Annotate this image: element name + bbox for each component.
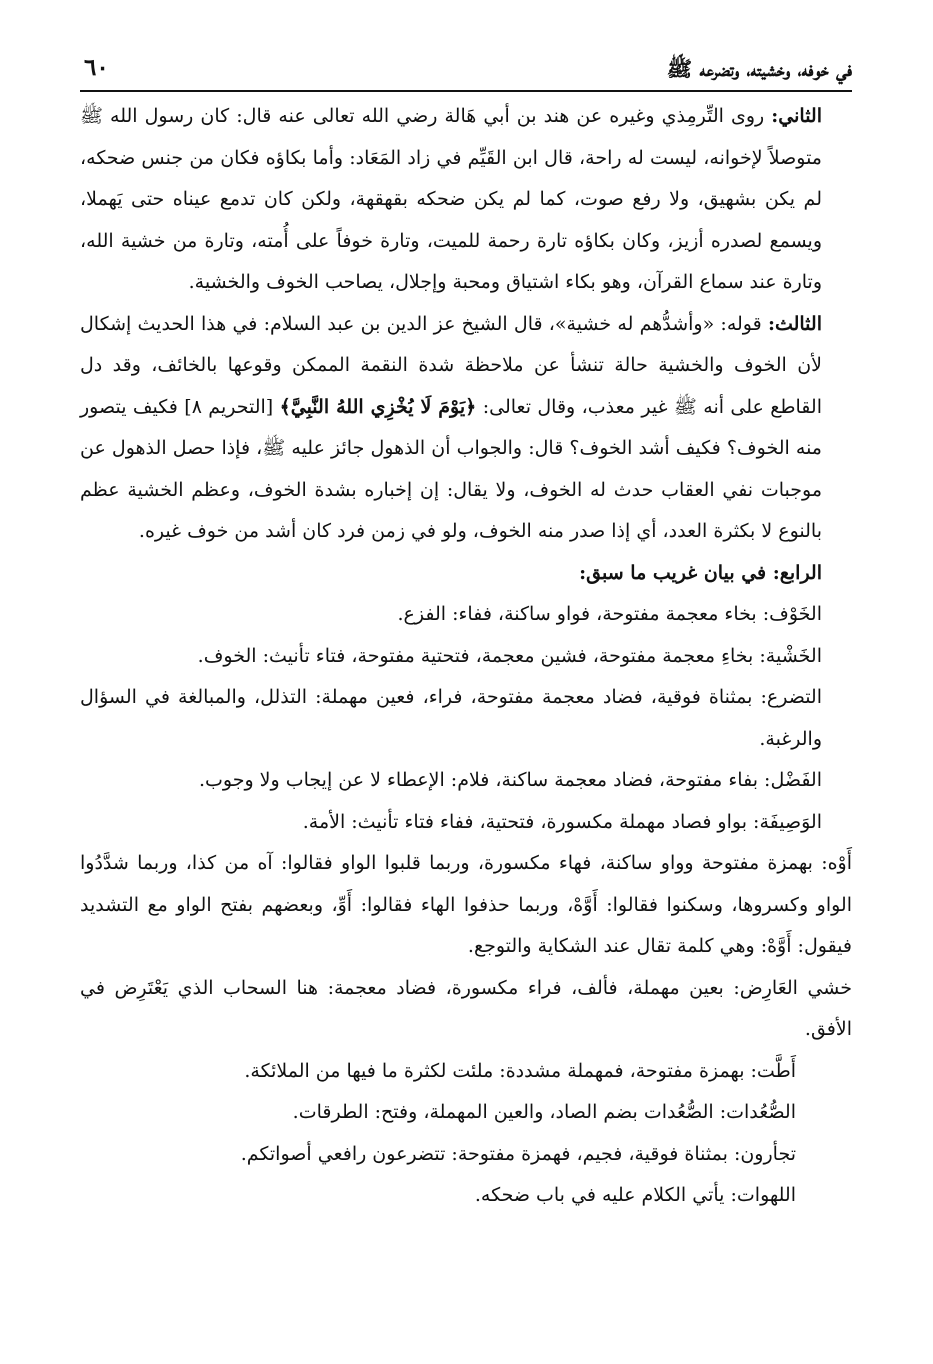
page-body <box>80 96 852 1217</box>
glossary-term: الخَشْية: <box>759 644 822 667</box>
paragraph-second <box>80 96 852 304</box>
glossary-definition: بخاءِ معجمة مفتوحة، فشين معجمة، فتحتية مفتوحة، فتاء تأنيث: الخوف. <box>197 644 760 667</box>
glossary-entry <box>80 636 852 678</box>
glossary-term: الصُّعُدات: <box>719 1101 796 1123</box>
glossary-term: التضرع: <box>760 686 822 708</box>
glossary-definition: بمثناة فوقية، فجيم، فهمزة مفتوحة: تتضرعون رافعي أصواتكم. <box>240 1142 734 1165</box>
glossary-entry <box>80 760 852 802</box>
quran-verse: ﴿يَوْمَ لَا يُخْزِي اللهُ النَّبِيَّ﴾ <box>279 395 477 418</box>
paragraph-text: [التحريم ٨] فكيف يتصور منه الخوف؟ فكيف أشد الخوف؟ قال: والجواب أن الذهول جائز عليه ﷺ، فإذا حصل الذهول عن موجبات نفي العقاب حدث له الخوف، ولا يقال: إن إخباره بشدة الخوف، وعظم الخشية عظم بالنوع لا بكثرة العدد، أي إذا صدر منه الخوف، ولو في زمن فرد كان أشد من خوف غيره. <box>80 395 822 542</box>
glossary-entry-arid <box>80 968 852 1051</box>
glossary-definition: بخاء معجمة مفتوحة، فواو ساكنة، ففاء: الفزع. <box>397 603 763 625</box>
glossary-entry <box>80 594 852 636</box>
running-title: في خوفه، وخشيته، وتضرعه ﷺ <box>666 56 852 81</box>
paragraph-text: روى التِّرمِذي وغيره عن هند بن أبي هَالة رضي الله تعالى عنه قال: كان رسول الله ﷺ متوصلاً لإخوانه، ليست له راحة، قال ابن القَيِّم في زاد المَعَاد: وأما بكاؤه فكان من جنس ضحكه، لم يكن بشهيق، ولا رفع صوت، كما لم يكن ضحكه بقهقهة، ولكن كان تدمع عيناه حتى يَهملا، ويسمع لصدره أزيز، وكان بكاؤه تارة رحمة للميت، وتارة خوفاً على أُمته، وتارة من خشية الله، وتارة عند سماع القرآن، وهو بكاء اشتياق ومحبة وإجلال، يصاحب الخوف والخشية. <box>80 105 822 293</box>
glossary-definition: بهمزة مفتوحة، فمهملة مشددة: ملئت لكثرة ما فيها من الملائكة. <box>244 1059 751 1082</box>
glossary-term: الخَوْف: <box>762 603 822 625</box>
paragraph-third <box>80 304 852 553</box>
glossary-term: الفَضْل: <box>764 769 822 791</box>
glossary-term: تجأرون: <box>733 1142 796 1165</box>
paragraph-text: قوله: «وأشدُّهم له خشية»، قال الشيخ عز الدين بن عبد السلام: في هذا الحديث إشكال لأن الخوف والخشية حالة تنشأ عن ملاحظة شدة النقمة الممكن وقوعها بالخائف، وقد دل القاطع على أنه ﷺ غير معذب، وقال تعالى: <box>80 312 822 418</box>
glossary-definition: يأتي الكلام عليه في باب ضحكه. <box>474 1184 731 1206</box>
glossary-term: اللهوات: <box>730 1184 796 1206</box>
page-header <box>80 50 852 92</box>
glossary-entry <box>80 802 852 844</box>
glossary-term: خشي العَارِض: <box>733 976 852 999</box>
section-title-fourth: الرابع: في بيان غريب ما سبق: <box>579 561 822 584</box>
glossary-term: أَطَّت: <box>750 1059 796 1082</box>
glossary-definition: بهمزة مفتوحة وواو ساكنة، فهاء مكسورة، وربما قلبوا الواو فقالوا: آه من كذا، وربما شدَّدُوا الواو وكسروها، وسكنوا فقالوا: أَوَّهْ، وربما حذفوا الهاء فقالوا: أَوِّ، وبعضهم بفتح الواو مع التشديد فيقول: أَوَّهْ: وهي كلمة تقال عند الشكاية والتوجع. <box>80 852 852 957</box>
glossary-definition: بواو فصاد مهملة مكسورة، فتحتية، ففاء فتاء تأنيث: الأمة. <box>302 810 754 833</box>
section-label-second: الثاني: <box>771 105 822 127</box>
glossary-term: الوَصِيفَة: <box>753 810 822 833</box>
glossary-definition: الصُّعُدات بضم الصاد، والعين المهملة، وفتح: الطرقات. <box>292 1101 720 1123</box>
glossary-entry-awh <box>80 843 852 968</box>
glossary-sub-entry <box>80 1051 852 1093</box>
glossary-sub-entry <box>80 1175 852 1217</box>
glossary-definition: بمثناة فوقية، فضاد معجمة مفتوحة، فراء، فعين مهملة: التذلل، والمبالغة في السؤال والرغبة. <box>80 686 822 750</box>
section-label-third: الثالث: <box>767 312 822 335</box>
glossary-definition: بفاء مفتوحة، فضاد معجمة ساكنة، فلام: الإعطاء لا عن إيجاب ولا وجوب. <box>198 769 765 791</box>
glossary-entry <box>80 677 852 760</box>
glossary-definition: بعين مهملة، فألف، فراء مكسورة، فضاد معجمة: هنا السحاب الذي يَعْتَرِض في الأفق. <box>80 976 852 1040</box>
glossary-term: أَوْه: <box>821 852 852 874</box>
glossary-sub-entry <box>80 1092 852 1134</box>
glossary-sub-entry <box>80 1134 852 1176</box>
page-number: ٦٠ <box>84 54 109 81</box>
